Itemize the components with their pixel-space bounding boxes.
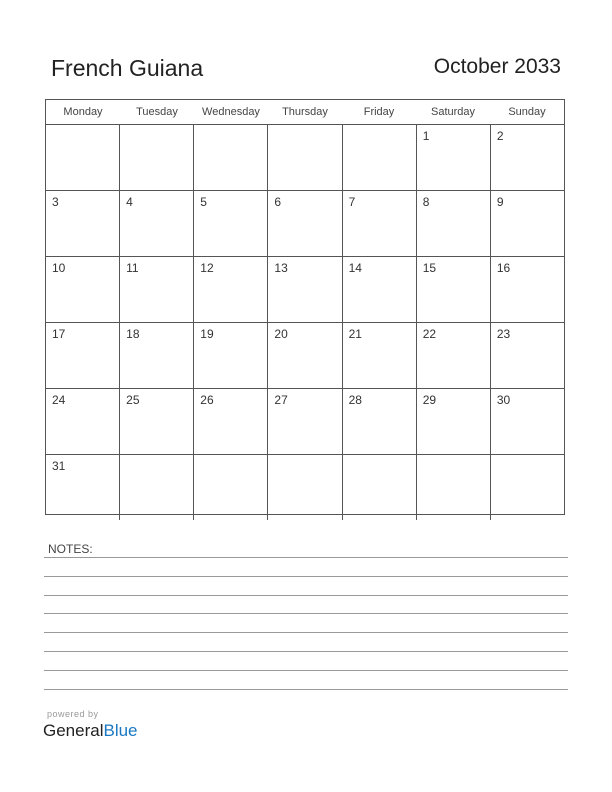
day-number: 27	[274, 393, 288, 407]
weekday-header: Wednesday	[202, 106, 260, 118]
calendar-day-cell	[417, 389, 491, 454]
day-number: 29	[422, 393, 437, 407]
calendar-week-row	[46, 125, 564, 191]
day-number: 6	[274, 195, 282, 209]
calendar-day-cell	[491, 389, 564, 454]
day-number: 15	[422, 261, 437, 275]
calendar-day-cell	[417, 125, 491, 190]
day-number: 18	[126, 327, 140, 341]
weekday-header-row	[46, 100, 564, 125]
calendar-month-year: October 2033	[433, 55, 561, 78]
calendar-day-cell	[417, 323, 491, 388]
notes-line	[44, 595, 568, 596]
day-number: 31	[52, 459, 66, 473]
weekday-header: Friday	[363, 106, 395, 118]
day-number: 17	[52, 327, 66, 341]
calendar-country-title: French Guiana	[51, 55, 204, 81]
day-number: 21	[348, 327, 362, 341]
calendar-day-cell	[46, 389, 120, 454]
day-number: 26	[200, 393, 214, 407]
calendar-day-cell	[268, 191, 342, 256]
calendar-day-cell	[343, 191, 417, 256]
calendar-day-cell	[343, 389, 417, 454]
generalblue-logo[interactable]	[43, 721, 138, 741]
calendar-day-cell	[46, 323, 120, 388]
calendar-day-cell	[268, 257, 342, 322]
calendar-week-row	[46, 455, 564, 520]
calendar-day-cell	[46, 455, 120, 520]
calendar-day-cell	[491, 257, 564, 322]
calendar-day-cell	[194, 323, 268, 388]
calendar-day-cell	[120, 191, 194, 256]
day-number: 13	[274, 261, 288, 275]
notes-line	[44, 557, 568, 558]
calendar-day-cell	[343, 257, 417, 322]
calendar-week-row	[46, 389, 564, 455]
day-number: 12	[200, 261, 214, 275]
notes-label: NOTES:	[48, 542, 93, 556]
powered-by-text: powered by	[47, 709, 99, 719]
day-number: 4	[126, 195, 133, 209]
calendar-day-cell	[491, 323, 564, 388]
brand-blue: Blue	[103, 721, 138, 740]
calendar-day-cell	[120, 125, 194, 190]
calendar-day-cell	[417, 191, 491, 256]
weekday-header: Sunday	[508, 106, 546, 118]
calendar-day-cell	[194, 389, 268, 454]
day-number: 20	[274, 327, 288, 341]
calendar-week-row	[46, 257, 564, 323]
weekday-header: Monday	[63, 106, 103, 118]
day-number: 22	[422, 327, 437, 341]
day-number: 16	[496, 261, 511, 275]
notes-line	[44, 670, 568, 671]
calendar-day-cell	[194, 257, 268, 322]
calendar-day-cell	[491, 125, 564, 190]
notes-line	[44, 689, 568, 690]
calendar-day-cell	[491, 455, 564, 520]
day-number: 3	[52, 195, 59, 209]
calendar-day-cell	[268, 125, 342, 190]
calendar-day-cell	[120, 323, 194, 388]
calendar-day-cell	[417, 257, 491, 322]
day-number: 30	[496, 393, 511, 407]
weekday-header: Saturday	[430, 106, 476, 118]
calendar-day-cell	[268, 323, 342, 388]
calendar-day-cell	[268, 455, 342, 520]
day-number: 1	[422, 129, 430, 143]
calendar-day-cell	[343, 323, 417, 388]
notes-line	[44, 651, 568, 652]
calendar-day-cell	[120, 257, 194, 322]
weekday-header: Thursday	[282, 106, 328, 118]
notes-line	[44, 613, 568, 614]
calendar-day-cell	[46, 125, 120, 190]
calendar-week-row	[46, 191, 564, 257]
day-number: 28	[348, 393, 362, 407]
notes-line	[44, 576, 568, 577]
day-number: 25	[126, 393, 140, 407]
day-number: 2	[496, 129, 504, 143]
calendar-day-cell	[120, 389, 194, 454]
calendar-day-cell	[268, 389, 342, 454]
day-number: 24	[52, 393, 66, 407]
calendar-day-cell	[46, 257, 120, 322]
day-number: 23	[496, 327, 511, 341]
day-number: 14	[348, 261, 362, 275]
day-number: 11	[126, 261, 139, 275]
day-number: 19	[200, 327, 214, 341]
calendar-week-row	[46, 323, 564, 389]
day-number: 9	[496, 195, 504, 209]
calendar-day-cell	[194, 191, 268, 256]
day-number: 7	[348, 195, 356, 209]
calendar-day-cell	[46, 191, 120, 256]
calendar-day-cell	[343, 455, 417, 520]
calendar-day-cell	[343, 125, 417, 190]
day-number: 8	[422, 195, 430, 209]
calendar-day-cell	[120, 455, 194, 520]
day-number: 10	[52, 261, 66, 275]
calendar-day-cell	[194, 455, 268, 520]
calendar-day-cell	[417, 455, 491, 520]
calendar-grid	[45, 99, 565, 515]
weekday-header: Tuesday	[136, 106, 178, 118]
day-number: 5	[200, 195, 207, 209]
brand-general: General	[43, 721, 104, 740]
notes-line	[44, 632, 568, 633]
calendar-day-cell	[194, 125, 268, 190]
calendar-day-cell	[491, 191, 564, 256]
